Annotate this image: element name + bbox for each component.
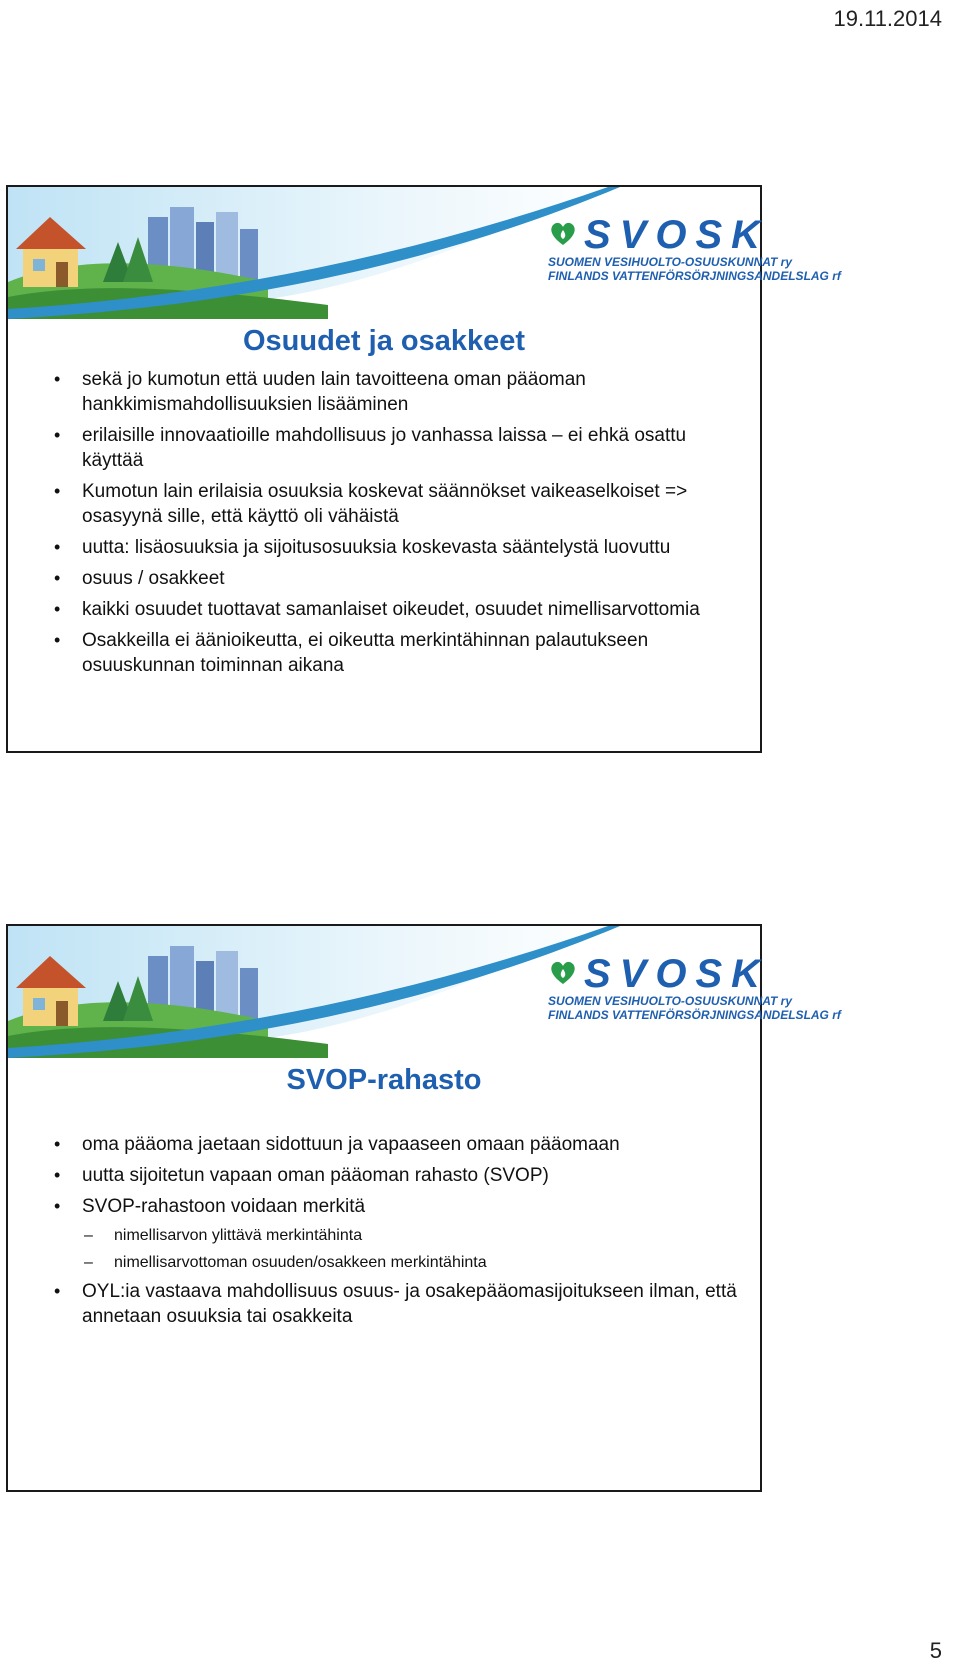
- svosk-heart-icon: [548, 215, 578, 255]
- bullet-item: • OYL:ia vastaava mahdollisuus osuus- ja osakepääomasijoitukseen ilman, että annetaan osuuksia tai osakkeita: [54, 1281, 737, 1327]
- bullet-item: • osuus / osakkeet: [54, 568, 225, 589]
- bullet-item: • uutta: lisäosuuksia ja sijoitusosuuksia koskevasta sääntelystä luovuttu: [54, 537, 671, 558]
- bullet-dot-icon: •: [54, 1196, 61, 1216]
- bullet-item: • sekä jo kumotun että uuden lain tavoitteena oman pääoman hankkimismahdollisuuksien lisääminen: [54, 369, 586, 415]
- bullet-dot-icon: •: [54, 481, 61, 501]
- bullet-item: • uutta sijoitetun vapaan oman pääoman rahasto (SVOP): [54, 1165, 549, 1186]
- page-date: 19.11.2014: [833, 6, 942, 31]
- bullet-dot-icon: •: [54, 1165, 61, 1185]
- logo-word: SVOSK: [584, 952, 770, 996]
- bullet-item: • Osakkeilla ei äänioikeutta, ei oikeutta merkintähinnan palautukseen osuuskunnan toiminnan aikana: [54, 630, 649, 676]
- bullet-dot-icon: •: [54, 599, 61, 619]
- bullet-list: [48, 1132, 738, 1335]
- sub-bullet-item: – nimellisarvottoman osuuden/osakkeen merkintähinta: [48, 1252, 738, 1274]
- bullet-item: • kaikki osuudet tuottavat samanlaiset oikeudet, osuudet nimellisarvottomia: [54, 599, 700, 620]
- bullet-dot-icon: •: [54, 369, 61, 389]
- dash-icon: –: [84, 1227, 93, 1244]
- bullet-item: • erilaisille innovaatioille mahdollisuus jo vanhassa laissa – ei ehkä osattu käyttää: [54, 425, 687, 471]
- page-number: 5: [929, 1638, 942, 1663]
- sub-bullet-item: – nimellisarvon ylittävä merkintähinta: [48, 1225, 738, 1247]
- svosk-logo: [548, 213, 841, 283]
- logo-line-2: FINLANDS VATTENFÖRSÖRJNINGSANDELSLAG rf: [548, 269, 841, 283]
- bullet-list: [48, 367, 738, 684]
- dash-icon: –: [84, 1254, 93, 1271]
- bullet-item: • SVOP-rahastoon voidaan merkitä: [54, 1196, 366, 1217]
- bullet-dot-icon: •: [54, 537, 61, 557]
- slide-svop: [6, 924, 841, 1492]
- svosk-heart-icon: [548, 954, 578, 994]
- bullet-dot-icon: •: [54, 630, 61, 650]
- slide-title: SVOP-rahasto: [286, 1064, 482, 1096]
- bullet-dot-icon: •: [54, 1281, 61, 1301]
- slide-osuudet: [6, 185, 841, 753]
- bullet-dot-icon: •: [54, 425, 61, 445]
- bullet-dot-icon: •: [54, 568, 61, 588]
- logo-word: SVOSK: [584, 213, 770, 257]
- logo-line-1: SUOMEN VESIHUOLTO-OSUUSKUNNAT ry: [548, 994, 793, 1008]
- logo-line-1: SUOMEN VESIHUOLTO-OSUUSKUNNAT ry: [548, 255, 793, 269]
- bullet-item: • oma pääoma jaetaan sidottuun ja vapaaseen omaan pääomaan: [54, 1134, 620, 1155]
- svosk-logo: [548, 952, 841, 1022]
- bullet-dot-icon: •: [54, 1134, 61, 1154]
- logo-line-2: FINLANDS VATTENFÖRSÖRJNINGSANDELSLAG rf: [548, 1008, 841, 1022]
- slide-title: Osuudet ja osakkeet: [242, 325, 526, 357]
- bullet-item: • Kumotun lain erilaisia osuuksia koskevat säännökset vaikeaselkoiset => osasyynä sille, että käyttö oli vähäistä: [54, 481, 688, 527]
